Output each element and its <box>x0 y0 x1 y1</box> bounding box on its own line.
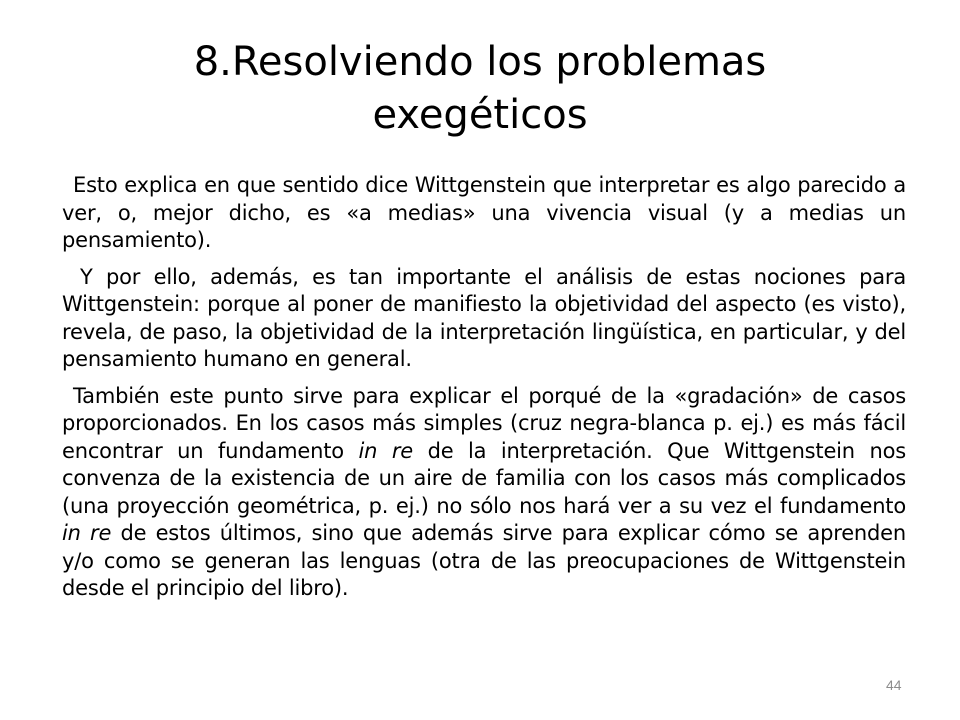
slide-title-line-2: exegéticos <box>372 92 588 138</box>
slide-title-line-1: 8.Resolviendo los problemas <box>193 39 767 85</box>
body-paragraph-1 <box>62 172 906 255</box>
slide-title <box>120 36 840 142</box>
paragraph-text: Y por ello, además, es tan importante el análisis de estas nociones para Wittgenstein: porque al poner de manifiesto la objetividad del aspecto (es visto), revela, de paso, la objetividad de la interpretación lingüística, en particular, y del pensamiento humano en general. <box>62 264 906 371</box>
body-paragraph-2 <box>62 264 906 374</box>
paragraph-text: de la interpretación. Que Wittgenstein nos convenza de la existencia de un aire de familia con los casos más complicados (una proyección geométrica, p. ej.) no sólo nos hará ver a su vez el fundamento <box>62 438 907 518</box>
slide-body <box>62 172 906 612</box>
italic-term-in-re: in re <box>358 438 413 463</box>
paragraph-text: Esto explica en que sentido dice Wittgenstein que interpretar es algo parecido a ver, o, mejor dicho, es «a medias» una vivencia visual (y a medias un pensamiento). <box>62 173 906 252</box>
page-number: 44 <box>886 677 902 693</box>
paragraph-text: También este punto sirve para explicar el porqué de la «gradación» de casos proporcionados. En los casos más simples (cruz negra-blanca p. ej.) es más fácil encontrar un fundamento <box>62 383 906 463</box>
body-paragraph-3 <box>62 383 906 603</box>
italic-term-in-re: in re <box>62 521 112 545</box>
paragraph-text: de estos últimos, sino que además sirve para explicar cómo se aprenden y/o como se generan las lenguas (otra de las preocupaciones de Wittgenstein desde el principio del libro). <box>62 521 906 600</box>
